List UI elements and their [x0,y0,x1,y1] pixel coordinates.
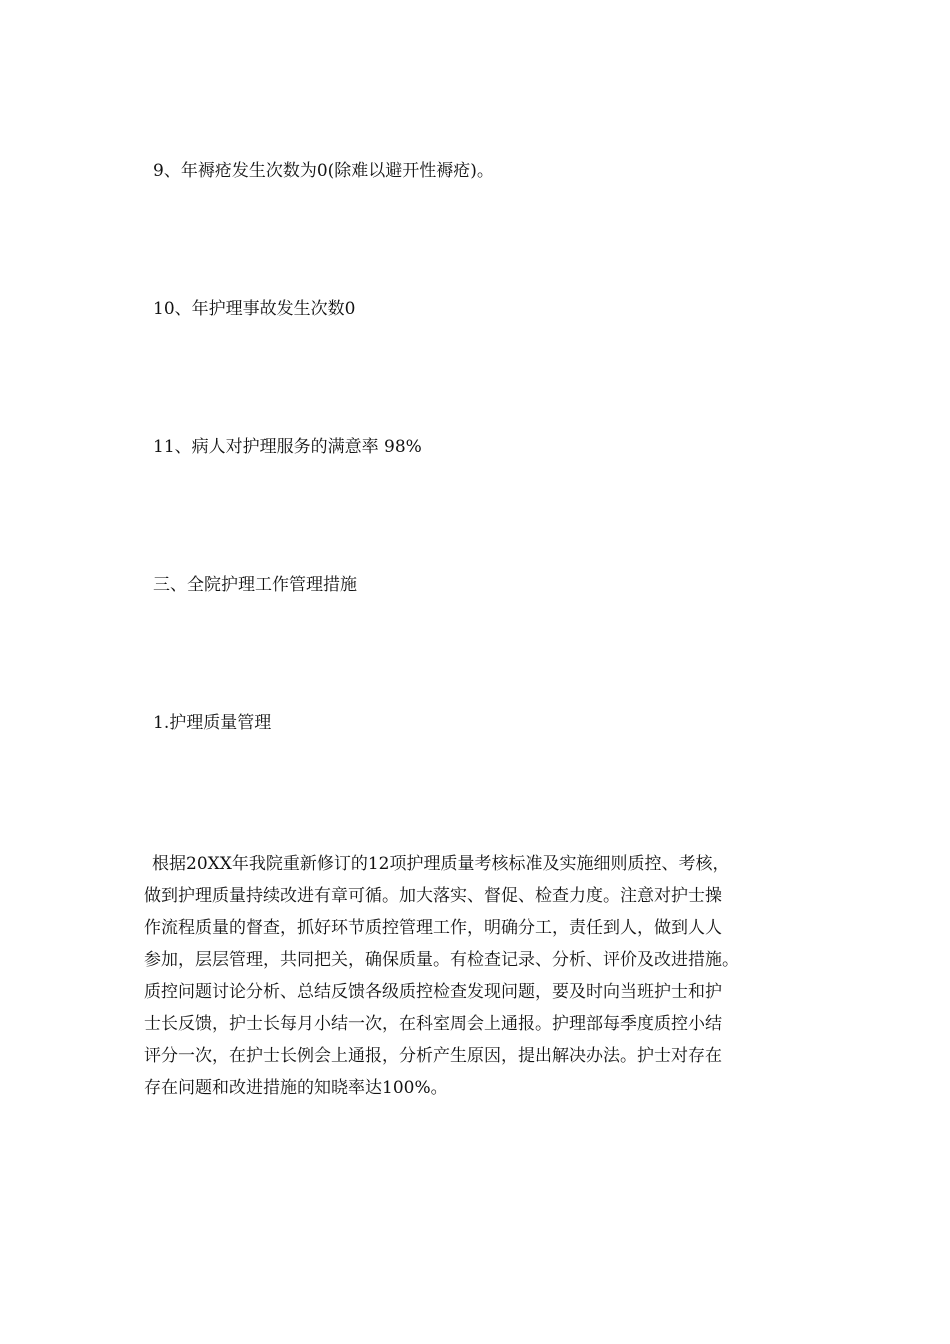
paragraph-line: 参加，层层管理，共同把关，确保质量。有检查记录、分析、评价及改进措施。 [144,950,739,970]
subsection-heading-quality-management: 1.护理质量管理 [153,713,272,733]
paragraph-line: 做到护理质量持续改进有章可循。加大落实、督促、检查力度。注意对护士操 [144,886,722,906]
paragraph-line: 评分一次，在护士长例会上通报，分析产生原因，提出解决办法。护士对存在 [144,1046,722,1066]
paragraph-line: 质控问题讨论分析、总结反馈各级质控检查发现问题，要及时向当班护士和护 [144,982,722,1002]
paragraph-line: 根据20XX年我院重新修订的12项护理质量考核标准及实施细则质控、考核， [152,854,730,874]
item-nursing-accident-count: 10、年护理事故发生次数0 [153,299,356,319]
paragraph-line: 存在问题和改进措施的知晓率达100%。 [144,1078,448,1098]
item-pressure-sore-count: 9、年褥疮发生次数为0(除难以避开性褥疮)。 [153,161,494,181]
quality-management-paragraph [144,848,806,1104]
section-heading-management-measures: 三、全院护理工作管理措施 [153,575,357,595]
paragraph-line: 士长反馈，护士长每月小结一次，在科室周会上通报。护理部每季度质控小结 [144,1014,722,1034]
item-patient-satisfaction-rate: 11、病人对护理服务的满意率 98% [153,437,422,457]
paragraph-line: 作流程质量的督查，抓好环节质控管理工作，明确分工，责任到人，做到人人 [144,918,722,938]
